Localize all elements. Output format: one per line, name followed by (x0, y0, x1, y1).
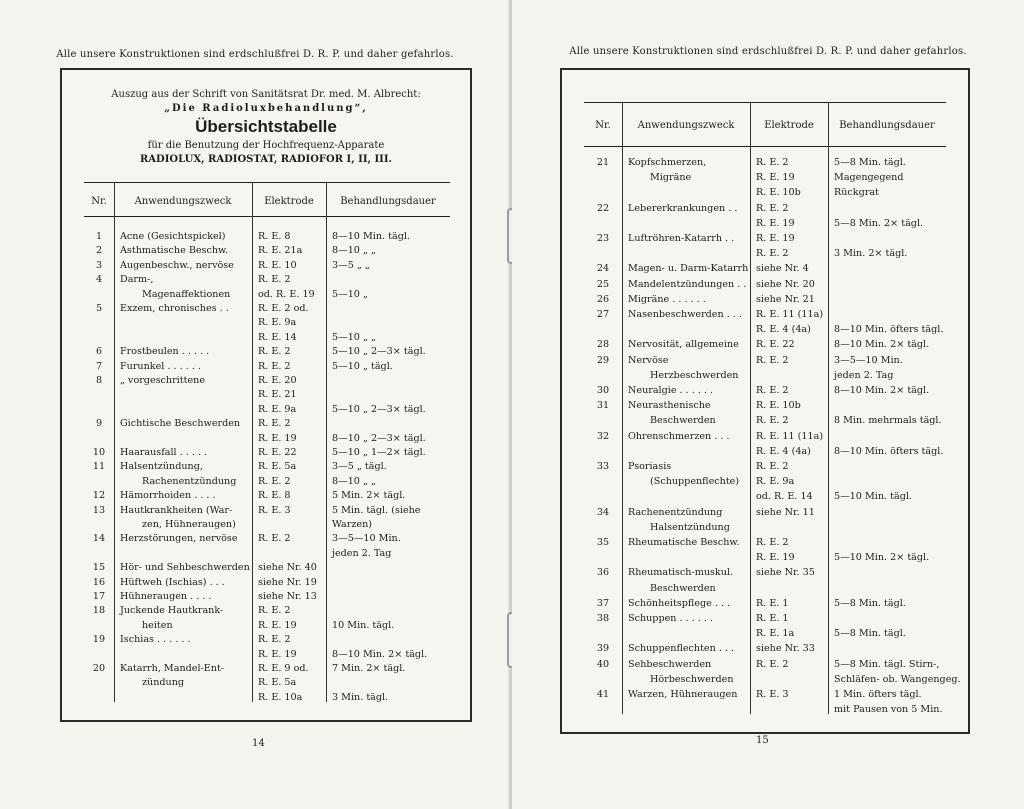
electrode: R. E. 5a (258, 461, 297, 473)
electrode: siehe Nr. 19 (258, 576, 317, 588)
application-purpose: Asthmatische Beschw. (120, 245, 229, 257)
row-number: 39 (596, 643, 610, 655)
application-purpose: Migräne (650, 172, 692, 184)
treatment-duration: Schläfen- ob. Wangengeg. (834, 673, 961, 685)
electrode: R. E. 10a (258, 691, 303, 703)
application-purpose: Hühneraugen . . . . (120, 591, 212, 602)
electrode: R. E. 11 (11a) (756, 430, 824, 442)
application-purpose: Psoriasis (628, 461, 672, 472)
treatment-duration: 5—10 „ (332, 288, 368, 300)
row-number: 41 (596, 689, 610, 700)
treatment-duration: 3 Min. tägl. (332, 691, 389, 703)
electrode: R. E. 19 (258, 432, 297, 444)
application-purpose: Katarrh, Mandel-Ent- (120, 663, 225, 674)
electrode: R. E. 8 (258, 231, 291, 242)
application-purpose: Nasenbeschwerden . . . (628, 309, 742, 320)
electrode: R. E. 2 (258, 274, 291, 286)
electrode: R. E. 2 (756, 248, 789, 260)
application-purpose: Augenbeschw., nervöse (120, 259, 234, 271)
row-number: 33 (596, 461, 610, 472)
row-number: 17 (92, 591, 106, 602)
application-purpose: Ohrenschmerzen . . . (628, 430, 730, 442)
column-divider (828, 102, 829, 714)
application-purpose: Hautkrankheiten (War- (120, 504, 233, 516)
application-purpose: Halsentzündung (650, 521, 730, 533)
application-purpose: Sehbeschwerden (628, 658, 712, 670)
row-number: 18 (92, 605, 106, 617)
application-purpose: Schuppen . . . . . . (628, 613, 714, 624)
treatment-duration: 8—10 „ „ (332, 245, 376, 257)
page-header: Alle unsere Konstruktionen sind erdschlußfrei D. R. P. und daher gefahrlos. (56, 49, 454, 60)
electrode: R. E. 4 (4a) (756, 324, 811, 336)
application-purpose: Migräne . . . . . . (628, 293, 706, 305)
row-number: 7 (95, 360, 103, 372)
electrode: R. E. 8 (258, 490, 291, 502)
row-number: 35 (596, 537, 610, 548)
treatment-duration: 8—10 „ „ (332, 475, 376, 487)
row-number: 9 (95, 418, 103, 430)
application-purpose: Beschwerden (650, 415, 716, 427)
treatment-duration: 8—10 Min. tägl. (332, 231, 410, 242)
electrode: R. E. 2 (258, 634, 291, 646)
electrode: R. E. 20 (258, 375, 297, 386)
table-top-rule (84, 182, 450, 183)
row-number: 14 (92, 533, 106, 545)
electrode: R. E. 2 (756, 537, 789, 548)
table-header-rule (84, 216, 450, 217)
electrode: R. E. 2 (756, 658, 789, 670)
application-purpose: Rachenentzündung (628, 506, 723, 518)
treatment-duration: 5—10 Min. 2× tägl. (834, 552, 930, 564)
electrode: siehe Nr. 35 (756, 567, 815, 579)
page-number: 15 (756, 735, 769, 746)
column-header-nr: Nr. (91, 196, 107, 207)
electrode: R. E. 22 (258, 447, 297, 458)
row-number: 37 (596, 597, 610, 609)
page-title: Übersichtstabelle (195, 117, 337, 136)
electrode: R. E. 3 (258, 504, 291, 516)
application-purpose: Neurasthenische (628, 400, 711, 412)
treatment-duration: 10 Min. tägl. (332, 619, 395, 631)
treatment-duration: 3—5—10 Min. (834, 354, 903, 366)
electrode: R. E. 10 (258, 259, 297, 271)
application-purpose: Hör- und Sehbeschwerden (120, 562, 250, 574)
treatment-duration: Rückgrat (834, 187, 879, 199)
column-header-electrode: Elektrode (264, 196, 314, 207)
row-number: 25 (596, 278, 610, 290)
row-number: 22 (596, 202, 610, 214)
row-number: 26 (596, 293, 610, 305)
application-purpose: Furunkel . . . . . . (120, 360, 201, 372)
application-purpose: zündung (142, 677, 185, 689)
row-number: 21 (596, 157, 610, 168)
electrode: R. E. 3 (756, 689, 789, 700)
application-purpose: Hörbeschwerden (650, 673, 734, 685)
electrode: R. E. 14 (258, 331, 297, 343)
electrode: R. E. 2 (258, 360, 291, 372)
application-purpose: Gichtische Beschwerden (120, 418, 241, 430)
electrode: R. E. 2 (756, 385, 789, 396)
application-purpose: Rheumatische Beschw. (628, 537, 740, 548)
application-purpose: Rheumatisch-muskul. (628, 567, 734, 579)
treatment-duration: 3—5 „ tägl. (332, 461, 387, 473)
table-frame (60, 68, 472, 722)
row-number: 19 (92, 634, 106, 646)
application-purpose: Exzem, chronisches . . (120, 303, 229, 314)
application-purpose: Frostbeulen . . . . . (120, 346, 210, 358)
electrode: od. R. E. 14 (756, 491, 813, 503)
electrode: siehe Nr. 4 (756, 263, 809, 275)
electrode: R. E. 19 (756, 217, 795, 229)
application-purpose: Kopfschmerzen, (628, 157, 707, 168)
subtitle: für die Benutzung der Hochfrequenz-Apparate (147, 140, 385, 151)
electrode: R. E. 19 (756, 552, 795, 564)
treatment-duration: mit Pausen von 5 Min. (834, 704, 943, 716)
electrode: R. E. 2 (258, 418, 291, 430)
electrode: siehe Nr. 40 (258, 562, 317, 574)
electrode: R. E. 10b (756, 187, 801, 199)
treatment-duration: 5—10 „ „ (332, 331, 376, 343)
treatment-duration: 8—10 Min. 2× tägl. (834, 339, 930, 351)
row-number: 40 (596, 658, 610, 670)
application-purpose: Luftröhren-Katarrh . . (628, 233, 735, 244)
electrode: R. E. 2 (756, 157, 789, 168)
electrode: siehe Nr. 21 (756, 293, 815, 305)
electrode: R. E. 2 (258, 533, 291, 545)
application-purpose: Schuppenflechten . . . (628, 643, 735, 655)
treatment-duration: 5—8 Min. tägl. (834, 597, 906, 609)
application-purpose: Warzen, Hühneraugen (628, 689, 738, 700)
electrode: R. E. 9a (756, 476, 795, 488)
column-divider (252, 182, 253, 702)
electrode: R. E. 5a (258, 677, 297, 689)
electrode: siehe Nr. 20 (756, 278, 815, 290)
application-purpose: Nervöse (628, 354, 669, 366)
electrode: R. E. 19 (756, 233, 795, 244)
page-header: Alle unsere Konstruktionen sind erdschlußfrei D. R. P. und daher gefahrlos. (569, 46, 967, 57)
application-purpose: Beschwerden (650, 582, 716, 594)
column-divider (114, 182, 115, 702)
row-number: 12 (92, 490, 106, 502)
treatment-duration: 3—5 „ „ (332, 259, 370, 271)
application-purpose: Mandelentzündungen . . (628, 278, 747, 290)
row-number: 16 (92, 576, 106, 588)
row-number: 29 (596, 354, 610, 366)
row-number: 2 (95, 245, 103, 257)
page-number: 14 (252, 738, 265, 749)
electrode: R. E. 2 (756, 461, 789, 472)
electrode: R. E. 2 od. (258, 303, 309, 314)
treatment-duration: 8—10 Min. 2× tägl. (332, 648, 428, 660)
treatment-duration: 5—10 Min. tägl. (834, 491, 912, 503)
row-number: 8 (95, 375, 103, 386)
treatment-duration: 5—10 „ 1—2× tägl. (332, 447, 426, 458)
electrode: R. E. 2 (258, 605, 291, 617)
electrode: R. E. 19 (258, 619, 297, 631)
application-purpose: Acne (Gesichtspickel) (120, 231, 226, 242)
application-purpose: Ischias . . . . . . (120, 634, 191, 646)
electrode: R. E. 22 (756, 339, 795, 351)
electrode: R. E. 9 od. (258, 663, 309, 674)
application-purpose: Hüftweh (Ischias) . . . (120, 576, 225, 588)
row-number: 36 (596, 567, 610, 579)
electrode: R. E. 10b (756, 400, 801, 412)
treatment-duration: 7 Min. 2× tägl. (332, 663, 406, 674)
application-purpose: Neuralgie . . . . . . (628, 385, 714, 396)
electrode: R. E. 11 (11a) (756, 309, 824, 320)
electrode: R. E. 9a (258, 403, 297, 415)
electrode: R. E. 4 (4a) (756, 445, 811, 457)
treatment-duration: 5—8 Min. tägl. Stirn-, (834, 658, 940, 670)
electrode: R. E. 2 (258, 475, 291, 487)
table-frame (560, 68, 970, 734)
row-number: 31 (596, 400, 610, 412)
treatment-duration: Warzen) (332, 519, 372, 530)
treatment-duration: 8—10 Min. öfters tägl. (834, 445, 944, 457)
treatment-duration: 5 Min. 2× tägl. (332, 490, 406, 502)
application-purpose: zen, Hühneraugen) (142, 519, 236, 530)
application-purpose: Darm-, (120, 274, 154, 286)
electrode: siehe Nr. 11 (756, 506, 815, 518)
column-header-electrode: Elektrode (764, 120, 814, 131)
electrode: R. E. 19 (756, 172, 795, 184)
column-header-purpose: Anwendungszweck (134, 196, 232, 207)
electrode: R. E. 9a (258, 317, 297, 329)
electrode: R. E. 2 (756, 202, 789, 214)
treatment-duration: 3 Min. 2× tägl. (834, 248, 908, 260)
treatment-duration: 3—5—10 Min. (332, 533, 401, 545)
row-number: 10 (92, 447, 106, 458)
row-number: 3 (95, 259, 103, 271)
row-number: 4 (95, 274, 103, 286)
row-number: 30 (596, 385, 610, 396)
row-number: 24 (596, 263, 610, 275)
application-purpose: Halsentzündung, (120, 461, 203, 473)
row-number: 15 (92, 562, 106, 574)
treatment-duration: 5—8 Min. tägl. (834, 628, 906, 640)
electrode: R. E. 2 (258, 346, 291, 358)
row-number: 11 (92, 461, 106, 473)
treatment-duration: 8—10 Min. öfters tägl. (834, 324, 944, 336)
table-header-rule (584, 146, 946, 147)
column-divider (326, 182, 327, 702)
application-purpose: Rachenentzündung (142, 475, 237, 487)
book-title: „Die Radioluxbehandlung“, (164, 103, 368, 114)
column-divider (750, 102, 751, 714)
electrode: R. E. 2 (756, 415, 789, 427)
row-number: 6 (95, 346, 103, 358)
application-purpose: heiten (142, 619, 173, 631)
application-purpose: Magen- u. Darm-Katarrh (628, 263, 749, 275)
application-purpose: Herzbeschwerden (650, 369, 739, 381)
row-number: 38 (596, 613, 610, 624)
electrode: R. E. 19 (258, 648, 297, 660)
electrode: R. E. 21 (258, 389, 297, 401)
treatment-duration: Magengegend (834, 172, 904, 184)
application-purpose: Lebererkrankungen . . (628, 202, 738, 214)
electrode: R. E. 1 (756, 613, 789, 624)
row-number: 1 (95, 231, 103, 242)
row-number: 23 (596, 233, 610, 244)
left-page (0, 0, 510, 809)
treatment-duration: 5—8 Min. tägl. (834, 157, 906, 168)
treatment-duration: 8 Min. mehrmals tägl. (834, 415, 942, 427)
application-purpose: „ vorgeschrittene (120, 375, 205, 386)
treatment-duration: 5 Min. tägl. (siehe (332, 504, 421, 516)
column-header-duration: Behandlungsdauer (839, 120, 935, 131)
column-divider (622, 102, 623, 714)
electrode: R. E. 1a (756, 628, 795, 640)
treatment-duration: 1 Min. öfters tägl. (834, 689, 922, 700)
row-number: 27 (596, 309, 610, 320)
right-page (512, 0, 1024, 809)
application-purpose: Herzstörungen, nervöse (120, 533, 238, 545)
application-purpose: (Schuppenflechte) (650, 476, 740, 488)
table-top-rule (584, 102, 946, 103)
column-header-purpose: Anwendungszweck (637, 120, 735, 131)
treatment-duration: 5—10 „ 2—3× tägl. (332, 346, 426, 358)
treatment-duration: jeden 2. Tag (834, 369, 894, 381)
application-purpose: Magenaffektionen (142, 288, 231, 300)
treatment-duration: 8—10 „ 2—3× tägl. (332, 432, 426, 444)
intro-line: Auszug aus der Schrift von Sanitätsrat Dr. med. M. Albrecht: (111, 89, 421, 100)
row-number: 32 (596, 430, 610, 442)
row-number: 5 (95, 303, 103, 314)
application-purpose: Nervosität, allgemeine (628, 339, 739, 351)
treatment-duration: 5—10 „ 2—3× tägl. (332, 403, 426, 415)
electrode: siehe Nr. 13 (258, 591, 317, 602)
column-header-duration: Behandlungsdauer (340, 196, 436, 207)
row-number: 28 (596, 339, 610, 351)
electrode: od. R. E. 19 (258, 288, 315, 300)
electrode: R. E. 21a (258, 245, 303, 257)
apparatus-list: RADIOLUX, RADIOSTAT, RADIOFOR I, II, III. (139, 154, 393, 165)
treatment-duration: jeden 2. Tag (332, 547, 392, 559)
treatment-duration: 5—8 Min. 2× tägl. (834, 217, 924, 229)
row-number: 13 (92, 504, 106, 516)
column-header-nr: Nr. (595, 120, 611, 131)
application-purpose: Haarausfall . . . . . (120, 447, 208, 458)
row-number: 20 (92, 663, 106, 674)
electrode: R. E. 1 (756, 597, 789, 609)
row-number: 34 (596, 506, 610, 518)
application-purpose: Juckende Hautkrank- (120, 605, 224, 617)
electrode: siehe Nr. 33 (756, 643, 815, 655)
treatment-duration: 5—10 „ tägl. (332, 360, 393, 372)
application-purpose: Hämorrhoiden . . . . (120, 490, 216, 502)
treatment-duration: 8—10 Min. 2× tägl. (834, 385, 930, 396)
application-purpose: Schönheitspflege . . . (628, 597, 731, 609)
electrode: R. E. 2 (756, 354, 789, 366)
